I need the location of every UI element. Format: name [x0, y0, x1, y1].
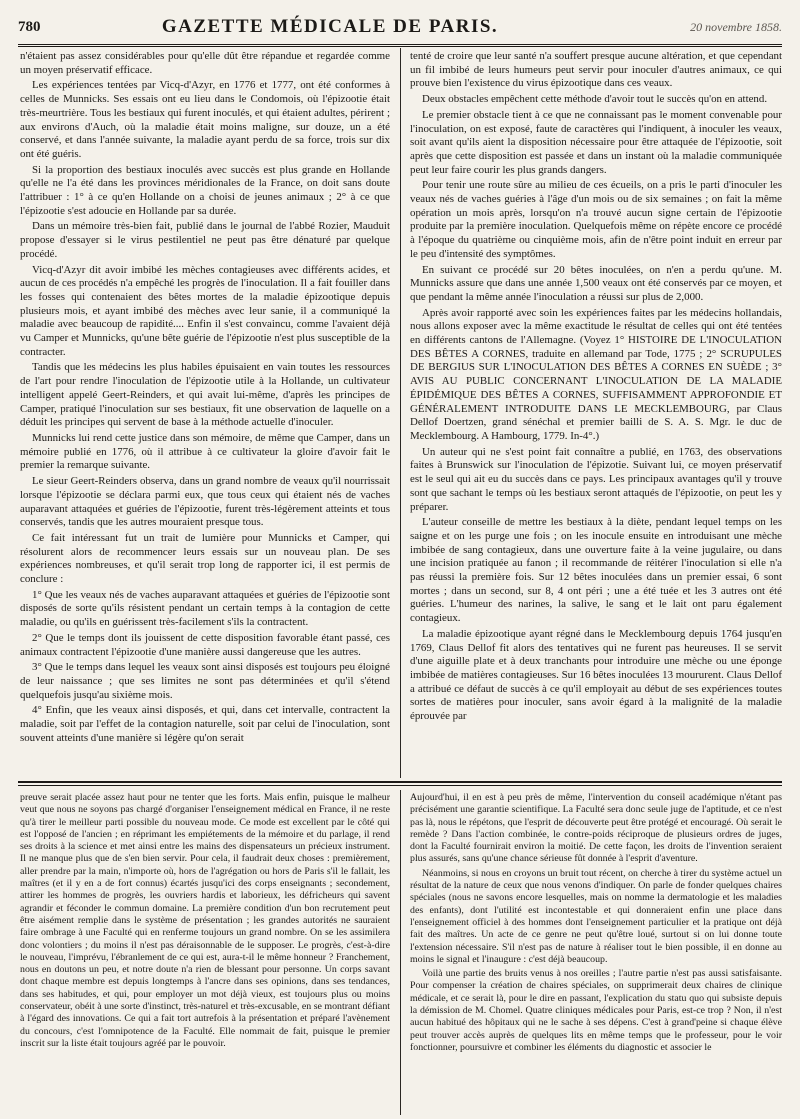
paragraph: Deux obstacles empêchent cette méthode d'avoir tout le succès qu'on en attend. — [422, 93, 768, 106]
paragraph: Le premier obstacle tient à ce que ne connaissant pas le moment convenable pour l'inoculation, on est exposé, faute de caractères qui l'indiquent, à inoculer les veaux, soit avant qu'ils aient la disposition nécessaire pour être attaquée de l'épizootie, soit après que cette disposition est passée et dans un instant où la maladie communiquée peut leur faire courir les plus grands dangers. — [410, 108, 782, 176]
feuilleton-column-2 — [410, 792, 782, 1114]
paragraph: Le sieur Geert-Reinders observa, dans un grand nombre de veaux qu'il nourrissait lorsque l'épizootie se déclara parmi eux, que tous ceux qui étaient nés de vaches auparavant attaquées et guéries de l'épizootie, furent très-légèrement atteints et tous conservés, tandis que les autres mouraient presque tous. — [20, 475, 390, 529]
paragraph: La maladie épizootique ayant régné dans le Mecklembourg depuis 1764 jusqu'en 1769, Claus Dellof fit alors des tentatives qui ne furent pas heureuses. Il se servit d'une aiguille plate et à deux tranchants pour introduire une mèche ou une éponge imbibée de matières contagieuses. Sur 16 bêtes inoculées 13 moururent. Claus Dellof a attribué ce défaut de succès à ce qu'il employait au début de ses expériences toutes sortes de matières pour inoculer, sans avoir égard à la malignité de la maladie éprouvée par — [410, 627, 782, 723]
paragraph: Si la proportion des bestiaux inoculés avec succès est plus grande en Hollande qu'elle ne l'a été dans les provinces méridionales de la France, on doit sans doute l'attribuer : 1° à ce qu'en Hollande on a choisi de jeunes animaux ; 2° à ce que l'épizootie s'est adoucie en Hollande par sa durée. — [20, 163, 390, 217]
paragraph: 1° Que les veaux nés de vaches auparavant attaquées et guéries de l'épizootie sont disposés de sorte qu'ils résistent pendant un certain temps à la contagion de cette maladie, ou qu'ils en guérissent très-facilement s'ils la contractent. — [20, 588, 390, 629]
paragraph: En suivant ce procédé sur 20 bêtes inoculées, on n'en a perdu qu'une. M. Munnicks assure que dans une année 1,500 veaux ont été conservés par ce moyen, et que pendant la même année l'inoculation a réussi sur plus de 2,000. — [410, 263, 782, 303]
journal-title: GAZETTE MÉDICALE DE PARIS. — [161, 16, 499, 37]
paragraph: L'auteur conseille de mettre les bestiaux à la diète, pendant lequel temps on les saigne et on les purge une fois ; on les inocule ensuite en introduisant une mèche imbibée de sang contagieux, dans une ouverture faite à la veine jugulaire, ou dans une incision pratiquée au fanon ; il recommande de réitérer l'inoculation si elle n'a pas réussi la première fois. Sur 12 bêtes inoculées dans un premier essai, 6 sont mortes ; dans un second, sur 8, 4 ont péri ; une a été tuée et les 3 autres ont été guéries. L'humeur des narines, la salive, le sang et le lait ont paru également contagieux. — [410, 516, 782, 625]
paragraph: Pour tenir une route sûre au milieu de ces écueils, on a pris le parti d'inoculer les veaux nés de vaches guéries à l'âge d'un mois ou de six semaines ; on fait la même opération un mois après, lorsqu'on n'a trouvé aucun signe certain de l'épizootie produite par la première inoculation. Quelquefois même on répète encore ce procédé à l'époque du quatrième ou cinquième mois, afin de n'être point induit en erreur par le peu d'intensité des symptômes. — [410, 179, 782, 260]
paragraph: Après avoir rapporté avec soin les expériences faites par les médecins hollandais, nous allons exposer avec la même exactitude le résultat de celles qui ont été tentées en différents cantons de l'Allemagne. (Voyez 1° HISTOIRE DE L'INOCULATION DES BÊTES A CORNES, traduite en allemand par Tode, 1775 ; 2° SCRUPULES DE BERGIUS SUR L'INOCULATION DES BÊTES A CORNES EN SUÈDE ; 3° AVIS AU PUBLIC CONCERNANT L'INOCULATION DE LA MALADIE ÉPIDÉMIQUE DES BÊTES A CORNES, SUFFISAMMENT APPROFONDIE ET GÉNÉRALEMENT INTRODUITE DANS LE MECKLEMBOURG, par Claus Dellof Doertzen, grand sénéchal et premier bailli de S. A. S. Mgr. le duc de Mecklembourg. A Hambourg, 1779. In-4°.) — [410, 306, 782, 442]
paragraph: Vicq-d'Azyr dit avoir imbibé les mèches contagieuses avec différents acides, et aucun de ces procédés n'a empêché les progrès de l'inoculation. Il a fait fouiller dans les fosses qui contenaient des bêtes mortes de la maladie épizootique depuis plusieurs mois, et ayant imbibé des mèches avec leur sanie, il a communiqué la maladie avec beaucoup de rapidité.... Enfin il s'est convaincu, comme l'avaient déjà vu Camper et Munnicks, qu'une bête guérie de l'épizootie n'est plus susceptible de la contracter. — [20, 263, 390, 358]
feuilleton-column-1 — [20, 792, 390, 1114]
header-date: 20 novembre 1858. — [690, 19, 782, 34]
feuilleton-rule-thin — [18, 785, 782, 786]
paragraph: tenté de croire que leur santé n'a souffert presque aucune altération, et que cependant un fil imbibé de leurs humeurs peut servir pour inoculer d'autres animaux, ce qui prouve bien l'existence du virus épizootique dans ces veaux. — [410, 50, 782, 90]
column-divider-top — [400, 48, 401, 778]
paragraph: Ce fait intéressant fut un trait de lumière pour Munnicks et Camper, qui résolurent alors de recommencer leurs essais sur un nouveau plan. De ses expériences nombreuses, et qu'il serait trop long de rapporter ici, il est permis de conclure : — [20, 531, 390, 586]
paragraph: Voilà une partie des bruits venus à nos oreilles ; l'autre partie n'est pas aussi satisfaisante. Pour compenser la création de chaires spéciales, on supprimerait deux chaires de clinique médicale, et ce serait là, pour le dire en passant, l'explication du statu quo qui subsiste depuis la démission de M. Chomel. Quatre cliniques médicales pour Paris, est-ce trop ? Non, il n'est aucun habitué des hôpitaux qui ne le sache à ses dépens. C'est à grand'peine si chaque élève peut trouver accès auprès de quelques lits en même temps que le professeur, pour le voir fonctionner, poursuivre et combiner les éléments du diagnostic et associer le — [410, 968, 782, 1053]
paragraph: preuve serait placée assez haut pour ne tenter que les forts. Mais enfin, puisque le malheur veut que nous ne soyons pas chargé d'organiser l'enseignement médical en France, il ne reste qu'à tirer le meilleur parti possible du nouveau mode. Ce mode est excellent par le côté qui est l'opposé de l'ancien ; en réprimant les empiétements de la mémoire et du parlage, il rend ses droits à la science et met ainsi entre les mains des dispensateurs un précieux instrument. Il ne manque plus que de s'en bien servir. Pour cela, il faudrait deux choses : premièrement, aller prendre par la main, n'importe où, hors de l'agrégation ou hors de Paris s'il le fallait, les maîtres (et il y en a de fort connus) écartés jusqu'ici des corps enseignants ; secondement, attirer les hommes de progrès, les ouvriers hardis et laborieux, les défricheurs qui savent agrandir et féconder le commun domaine. La première condition d'un bon recrutement peut être aisément remplie dans le système de présentation ; les grandes autorités ne sauraient faire ombrage à une Faculté qui en renferme toujours un grand nombre. On se les assimilera donc volontiers ; du moins il n'est pas déraisonnable de le supposer. Le progrès, c'est-à-dire le nouveau, l'imprévu, l'ébranlement de ce qui est, aura-t-il le même honneur ? Franchement, nous en doutons un peu, et notre doute n'a rien de blessant pour personne. Un corps savant dont chaque membre est depuis longtemps à l'ancre dans ses opinions, dans ses tendances, dans ses habitudes, et qui, pour employer un mot déjà vieux, est toujours plus ou moins conservateur, obéit à une sorte d'instinct, très-naturel et très-excusable, en se montrant défiant à l'égard des innovations. Ce qui a fait tort autrefois à la présentation et préparé l'avènement du concours, c'est l'omnipotence de la Faculté. Elle nommait de fait, puisque le premier inscrit sur la liste était toujours agréé par le pouvoir. — [20, 792, 390, 1049]
paragraph: 2° Que le temps dont ils jouissent de cette disposition favorable étant passé, ces animaux contractent l'épizootie d'une manière aussi dangereuse que les autres. — [20, 631, 390, 658]
page-number: 780 — [18, 18, 41, 35]
column-divider-bottom — [400, 790, 401, 1115]
page-header — [18, 10, 782, 44]
paragraph: Dans un mémoire très-bien fait, publié dans le journal de l'abbé Rozier, Mauduit propose d'essayer si le virus pestilentiel ne peut pas être dénaturé par quelque procédé. — [20, 220, 390, 260]
article-column-1 — [20, 50, 390, 775]
feuilleton-rule — [18, 781, 782, 783]
header-rule — [18, 44, 782, 47]
paragraph: Un auteur qui ne s'est point fait connaître a publié, en 1763, des observations faites à Brunswick sur l'inoculation de l'épizotie. Suivant lui, ce moyen préservatif est le seul qui ait eu du succès dans ce pays. Les principaux avantages qu'il y trouve sont que sachant le temps où les bestiaux seront attaqués de l'épizootie, on peut les y préparer. — [410, 445, 782, 513]
paragraph: n'étaient pas assez considérables pour qu'elle dût être répandue et regardée comme un moyen préservatif efficace. — [20, 50, 390, 76]
paragraph: Néanmoins, si nous en croyons un bruit tout récent, on cherche à tirer du système actuel un résultat de la nature de ceux que nous venons d'indiquer. On parle de fonder quelques chaires spéciales (nous ne savons encore lesquelles, mais on nomme la dermatologie et les maladies des enfants), dont l'utilité est incontestable et qui donneraient enfin une place dans l'enseignement officiel à des hommes dont l'enseignement particulier et la pratique ont déjà fait des maîtres. Un acte de ce genre ne peut qu'être loué, surtout si on lui donne toute l'extension nécessaire. S'il n'est pas de nature à réaliser tout le bien possible, il en donne au moins le signal et l'inaugure : c'est déjà beaucoup. — [410, 867, 782, 965]
paragraph: Tandis que les médecins les plus habiles épuisaient en vain toutes les ressources de l'art pour rendre l'inoculation de l'épizootie utile à la Hollande, un cultivateur intelligent appelé Geert-Reinders, et qui avait lui-même, d'après les principes de Camper, pratiqué l'inoculation sur ses bestiaux, fit une observation de laquelle on a déduit les principes qui servent de base à la méthode actuelle d'inoculer. — [20, 361, 390, 429]
paragraph: Aujourd'hui, il en est à peu près de même, l'intervention du conseil académique n'étant pas précisément une garantie scientifique. La Faculté sera donc seule juge de l'aptitude, et ce n'est pas là, nous le répétons, que l'esprit de découverte peut être protégé et encouragé. Où serait le remède ? Dans l'action combinée, le contre-poids réciproque de plusieurs ordres de juges, dont la Faculté fournirait environ la moitié. De cette façon, les droits de l'invention seraient plus assurés, sans qu'une chance sérieuse fût donnée à l'esprit d'aventure. — [410, 792, 782, 865]
article-column-2 — [410, 50, 782, 775]
paragraph: Les expériences tentées par Vicq-d'Azyr, en 1776 et 1777, ont été conformes à celles de Munnicks. Ses essais ont eu lieu dans le Condomois, où l'épizootie était très-meurtrière. Tous les bestiaux qui furent inoculés, et qui étaient adultes, périrent ; aux environs d'Auch, où la maladie était moins maligne, sur douze, un a été conservé, et dans l'année suivante, la maladie ayant perdu de sa force, trois sur dix ont été guéris. — [20, 79, 390, 160]
paragraph: Munnicks lui rend cette justice dans son mémoire, de même que Camper, dans un mémoire publié en 1776, où il attribue à ce cultivateur la gloire d'avoir fait le premier la remarque suivante. — [20, 431, 390, 472]
paragraph: 3° Que le temps dans lequel les veaux sont ainsi disposés est toujours peu éloigné de leur naissance ; que ses limites ne sont pas déterminées et qu'il s'étend quelquefois jusqu'au sixième mois. — [20, 661, 390, 701]
paragraph: 4° Enfin, que les veaux ainsi disposés, et qui, dans cet intervalle, contractent la maladie, soit par l'effet de la contagion naturelle, soit par celui de l'inoculation, sont souvent atteints d'une manière si légère qu'on serait — [20, 704, 390, 744]
